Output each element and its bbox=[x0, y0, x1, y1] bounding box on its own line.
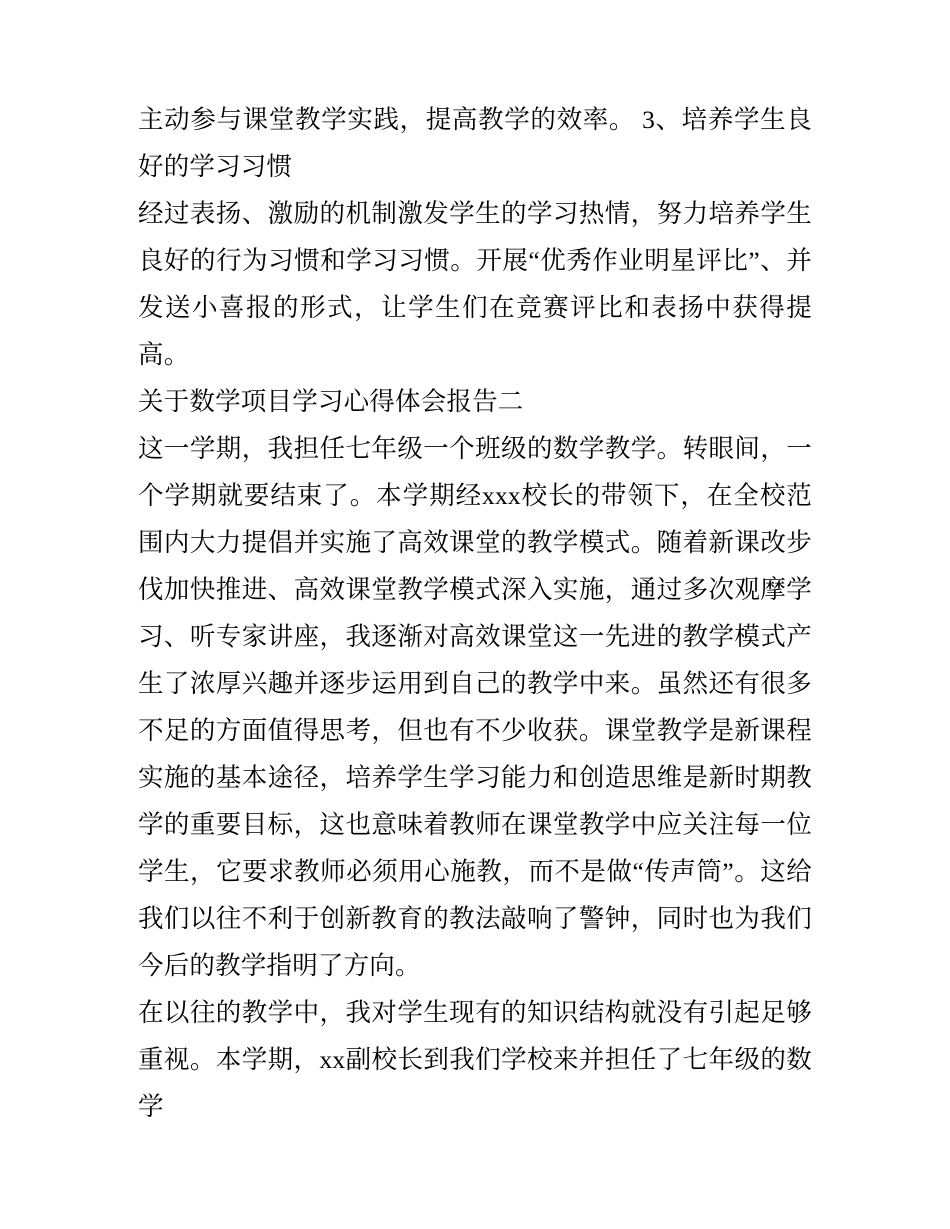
section-heading-2: 关于数学项目学习心得体会报告二 bbox=[138, 387, 524, 416]
paragraph-3: 这一学期，我担任七年级一个班级的数学教学。转眼间，一个学期就要结束了。本学期经xxx校长的带领下，在全校范围内大力提倡并实施了高效课堂的教学模式。随着新课改步伐加快推进、高效课堂教学模式深入实施，通过多次观摩学习、听专家讲座，我逐渐对高效课堂这一先进的教学模式产生了浓厚兴趣并逐步运用到自己的教学中来。虽然还有很多不足的方面值得思考，但也有不少收获。课堂教学是新课程实施的基本途径，培养学生学习能力和创造思维是新时期教学的重要目标，这也意味着教师在课堂教学中应关注每一位学生，它要求教师必须用心施教，而不是做“传声筒”。这给我们以往不利于创新教育的教法敲响了警钟，同时也为我们今后的教学指明了方向。 bbox=[138, 434, 812, 980]
paragraph-1: 主动参与课堂教学实践，提高教学的效率。 3、培养学生良好的学习习惯 bbox=[138, 105, 812, 181]
paragraph-2: 经过表扬、激励的机制激发学生的学习热情，努力培养学生良好的行为习惯和学习习惯。开展“优秀作业明星评比”、并发送小喜报的形式，让学生们在竞赛评比和表扬中获得提高。 bbox=[138, 199, 812, 369]
document-body bbox=[138, 96, 812, 1130]
paragraph-4: 在以往的教学中，我对学生现有的知识结构就没有引起足够重视。本学期，xx副校长到我们学校来并担任了七年级的数学 bbox=[138, 998, 812, 1121]
